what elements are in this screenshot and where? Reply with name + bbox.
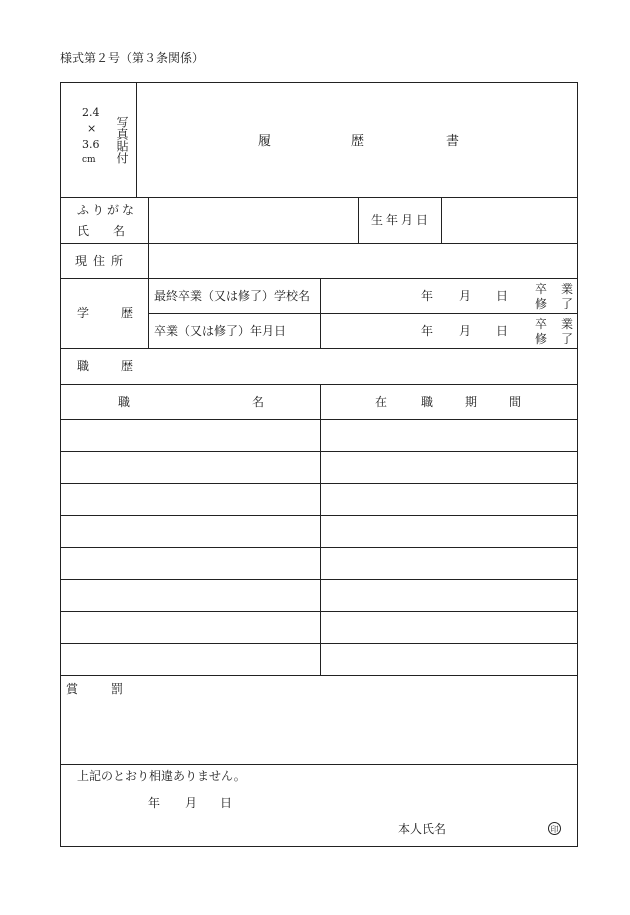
photo-caption: 写真貼付 [115,116,129,164]
address-label: 現住所 [75,254,130,268]
rule [60,348,578,349]
status-shu: 修 [535,297,548,311]
photo-width: 2.4 [82,106,100,119]
status-ryo: 了 [561,297,574,311]
rule [136,82,137,197]
date-month: 月 [459,324,472,338]
rule [148,197,149,348]
status-gyo: 業 [561,282,574,296]
status-sotsu: 卒 [535,282,548,296]
photo-unit: cm [82,155,96,165]
rule [60,384,578,385]
rule [60,547,578,548]
rule [60,451,578,452]
rule [60,278,578,279]
job-title-header: 名 [252,395,265,409]
date-month: 月 [459,289,472,303]
rule [320,278,321,348]
career-label: 歴 [121,359,134,373]
rule [60,515,578,516]
job-title-header: 職 [118,395,131,409]
seal-mark: 印 [548,822,561,835]
graduation-date-label: 卒業（又は修了）年月日 [154,324,287,338]
school-name-label: 最終卒業（又は修了）学校名 [154,289,311,303]
rule [60,197,578,198]
photo-height: 3.6 [82,138,100,151]
statement: 上記のとおり相違ありません。 [77,769,246,783]
rule [441,197,442,243]
education-label: 歴 [121,306,134,320]
tenure-header: 職 [421,395,434,409]
dob-label: 生年月日 [371,213,432,227]
education-label: 学 [77,306,90,320]
date-day: 日 [496,289,509,303]
footer-date: 年 [148,796,161,810]
rule [60,579,578,580]
career-label: 職 [77,359,90,373]
rule [358,197,359,243]
form-label: 様式第２号（第３条関係） [60,51,205,65]
rule [60,764,578,765]
status-gyo: 業 [561,317,574,331]
rule [60,243,578,244]
furigana-label: ふりがな [77,203,138,217]
rule [148,313,578,314]
status-ryo: 了 [561,332,574,346]
footer-date: 日 [220,796,233,810]
tenure-header: 間 [509,395,522,409]
title-char: 書 [446,134,460,149]
rule [320,384,321,675]
date-year: 年 [421,289,434,303]
status-sotsu: 卒 [535,317,548,331]
name-label: 氏 名 [77,224,126,238]
title-char: 履 [258,134,272,149]
rule [60,483,578,484]
awards-label: 罰 [111,682,124,696]
footer-date: 月 [185,796,198,810]
rule [60,643,578,644]
photo-times: × [87,122,97,135]
date-day: 日 [496,324,509,338]
rule [60,675,578,676]
tenure-header: 在 [375,395,388,409]
rule [60,419,578,420]
date-year: 年 [421,324,434,338]
tenure-header: 期 [465,395,478,409]
signature-label: 本人氏名 [398,822,447,836]
title-char: 歴 [351,134,365,149]
rule [60,611,578,612]
status-shu: 修 [535,332,548,346]
awards-label: 賞 [66,682,79,696]
